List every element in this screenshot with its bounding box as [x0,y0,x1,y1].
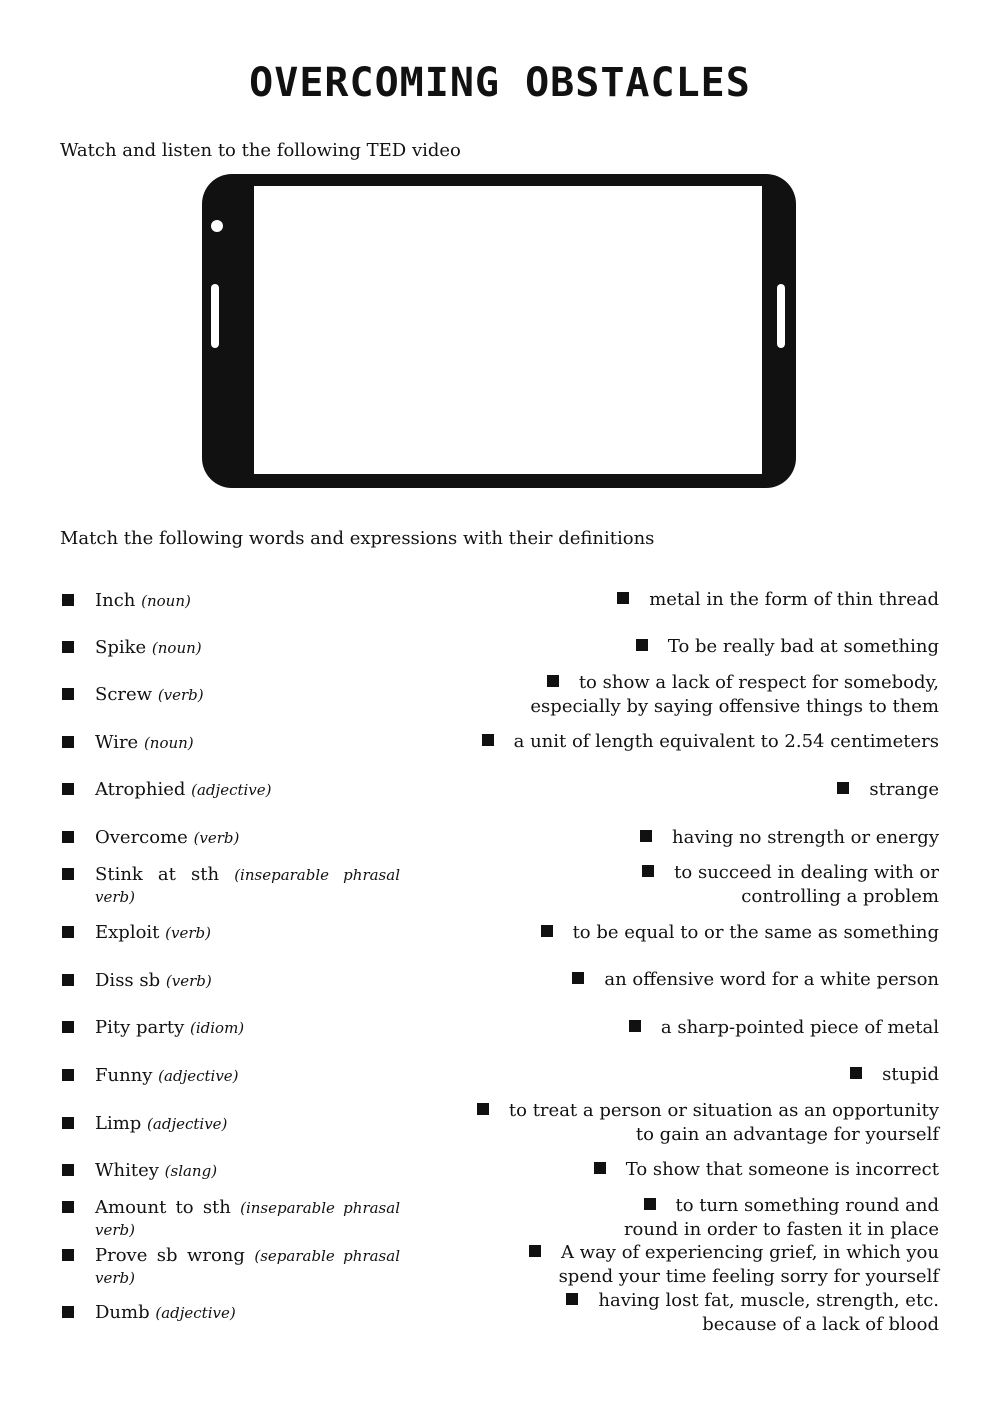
bullet-icon [62,974,74,986]
definition-item [469,1289,939,1337]
bullet-icon [62,1201,74,1213]
part-of-speech: (noun) [151,639,202,657]
definition-line: to succeed in dealing with or [674,862,939,883]
definition-line: round in order to fasten it in place [623,1219,939,1240]
definition-line: especially by saying offensive things to them [530,696,939,717]
word: Diss sb [95,970,161,991]
bullet-icon [642,865,654,877]
part-of-speech: (adjective) [147,1115,228,1133]
definition-line: to be equal to or the same as something [572,922,939,943]
bullet-icon [62,831,74,843]
part-of-speech: (noun) [141,592,191,610]
bullet-icon [541,925,553,937]
bullet-icon [62,926,74,938]
word-item [60,864,400,908]
definition-line: because of a lack of blood [702,1314,939,1335]
bullet-icon [62,1306,74,1318]
definition-item [469,1194,939,1242]
definition-line: A way of experiencing grief, in which you [560,1242,939,1263]
definition-line: stupid [882,1064,939,1085]
bullet-icon [644,1198,656,1210]
definition-item [469,861,939,909]
match-instruction: Match the following words and expressions with their definitions [60,528,655,549]
bullet-icon [850,1067,862,1079]
definition-line: to gain an advantage for yourself [635,1124,939,1145]
definition-item [469,671,939,719]
part-of-speech: (noun) [143,734,194,752]
word: Spike [95,637,147,658]
bullet-icon [62,688,74,700]
definition-item [469,1063,939,1087]
bullet-icon [572,972,584,984]
bullet-icon [547,675,559,687]
word: Limp [95,1113,142,1134]
definition-item [469,1241,939,1289]
definition-line: to treat a person or situation as an opportunity [508,1100,939,1121]
definition-line: spend your time feeling sorry for yourself [558,1266,939,1287]
word: Pity party [95,1017,185,1038]
word: Whitey [95,1160,159,1181]
word: Wire [95,732,139,753]
word: Prove sb wrong [95,1245,245,1266]
word: Funny [95,1065,153,1086]
word-item [60,922,400,944]
part-of-speech: (separable phrasal verb) [95,1247,400,1287]
definition-line: a sharp-pointed piece of metal [660,1017,939,1038]
definition-line: To be really bad at something [667,636,939,657]
word-item [60,1302,400,1324]
bullet-icon [640,830,652,842]
definition-item [469,826,939,850]
definition-line: strange [869,779,939,800]
bullet-icon [477,1103,489,1115]
word-item [60,779,400,801]
definition-item [469,588,939,612]
definition-item [469,730,939,754]
word-item [60,732,400,754]
definition-item [469,1099,939,1147]
bullet-icon [594,1162,606,1174]
word: Dumb [95,1302,150,1323]
word-item [60,590,400,612]
bullet-icon [62,783,74,795]
definition-item [469,1158,939,1182]
part-of-speech: (verb) [157,686,204,704]
definition-line: metal in the form of thin thread [649,589,939,610]
bullet-icon [566,1293,578,1305]
word: Overcome [95,827,188,848]
definition-item [469,635,939,659]
word-item [60,684,400,706]
word-item [60,970,400,992]
word: Screw [95,684,153,705]
bullet-icon [837,782,849,794]
part-of-speech: (inseparable phrasal verb) [95,866,400,906]
definition-line: an offensive word for a white person [604,969,939,990]
bullet-icon [62,594,74,606]
bullet-icon [529,1245,541,1257]
bullet-icon [62,641,74,653]
part-of-speech: (slang) [164,1162,218,1180]
word: Inch [95,590,136,611]
word: Atrophied [95,779,186,800]
word-item [60,1197,400,1241]
definition-item [469,1016,939,1040]
video-instruction: Watch and listen to the following TED video [60,140,461,161]
bullet-icon [629,1020,641,1032]
word-item [60,1160,400,1182]
part-of-speech: (adjective) [191,781,272,799]
definition-line: to show a lack of respect for somebody, [578,672,939,693]
part-of-speech: (verb) [165,924,211,942]
part-of-speech: (idiom) [190,1019,245,1037]
definition-item [469,968,939,992]
bullet-icon [617,592,629,604]
bullet-icon [62,1117,74,1129]
word-item [60,1065,400,1087]
bullet-icon [62,1249,74,1261]
bullet-icon [62,1021,74,1033]
word-item [60,827,400,849]
definition-line: a unit of length equivalent to 2.54 centimeters [513,731,939,752]
definition-line: to turn something round and [675,1195,939,1216]
definition-line: controlling a problem [741,886,939,907]
definition-line: having no strength or energy [672,827,939,848]
definition-item [469,778,939,802]
definition-item [469,921,939,945]
word-item [60,1113,400,1135]
definition-line: To show that someone is incorrect [625,1159,939,1180]
worksheet-title: OVERCOMING OBSTACLES [249,60,751,106]
part-of-speech: (adjective) [158,1067,239,1085]
bullet-icon [636,639,648,651]
word-item [60,637,400,659]
bullet-icon [62,1069,74,1081]
bullet-icon [62,868,74,880]
part-of-speech: (verb) [165,972,212,990]
part-of-speech: (verb) [193,829,240,847]
bullet-icon [62,736,74,748]
bullet-icon [482,734,494,746]
word: Stink at sth [95,864,220,885]
word-item [60,1245,400,1289]
part-of-speech: (adjective) [155,1304,236,1322]
definition-line: having lost fat, muscle, strength, etc. [598,1290,939,1311]
bullet-icon [62,1164,74,1176]
part-of-speech: (inseparable phrasal verb) [95,1199,400,1239]
word: Amount to sth [95,1197,231,1218]
word-item [60,1017,400,1039]
phone-video-frame[interactable] [200,172,798,490]
word: Exploit [95,922,160,943]
